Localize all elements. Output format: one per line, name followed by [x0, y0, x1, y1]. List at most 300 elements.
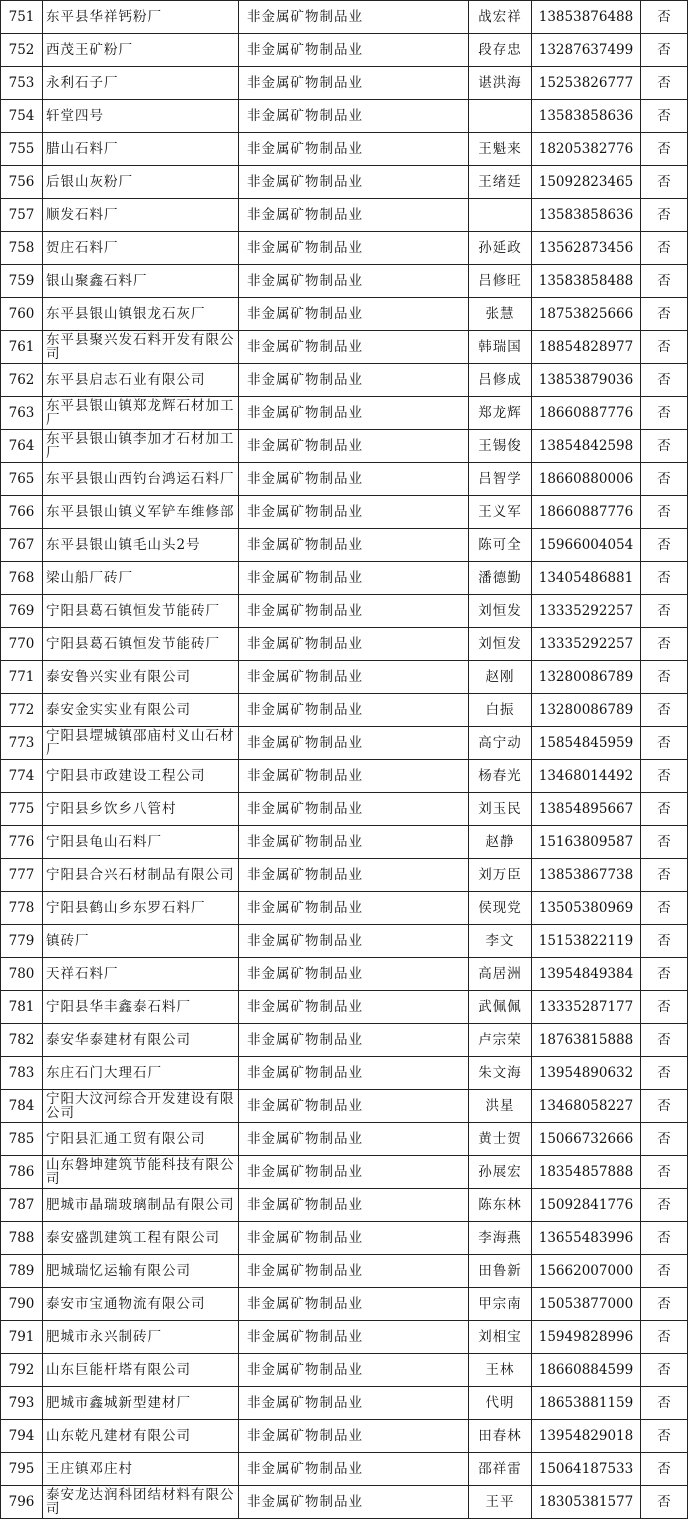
- industry-cell: 非金属矿物制品业: [239, 991, 469, 1024]
- row-number-cell: 794: [1, 1420, 43, 1453]
- contact-person-cell: 刘相宝: [469, 1321, 532, 1354]
- row-number-cell: 774: [1, 760, 43, 793]
- phone-number-cell: 13287637499: [532, 34, 641, 67]
- table-row: [1, 1387, 688, 1420]
- industry-cell: 非金属矿物制品业: [239, 760, 469, 793]
- table-row: [1, 1354, 688, 1387]
- company-name-cell: 肥城瑞忆运输有限公司: [43, 1255, 239, 1288]
- industry-cell: 非金属矿物制品业: [239, 133, 469, 166]
- row-number-cell: 768: [1, 562, 43, 595]
- row-number-cell: 783: [1, 1057, 43, 1090]
- table-row: [1, 1090, 688, 1123]
- industry-cell: 非金属矿物制品业: [239, 1387, 469, 1420]
- status-flag-cell: 否: [641, 496, 688, 529]
- status-flag-cell: 否: [641, 67, 688, 100]
- phone-number-cell: 15053877000: [532, 1288, 641, 1321]
- row-number-cell: 757: [1, 199, 43, 232]
- phone-number-cell: 15066732666: [532, 1123, 641, 1156]
- company-name-cell: 宁阳县市政建设工程公司: [43, 760, 239, 793]
- industry-cell: 非金属矿物制品业: [239, 1123, 469, 1156]
- status-flag-cell: 否: [641, 133, 688, 166]
- row-number-cell: 763: [1, 397, 43, 430]
- company-name-cell: 东平县启志石业有限公司: [43, 364, 239, 397]
- row-number-cell: 766: [1, 496, 43, 529]
- row-number-cell: 754: [1, 100, 43, 133]
- contact-person-cell: 王绪廷: [469, 166, 532, 199]
- row-number-cell: 781: [1, 991, 43, 1024]
- table-row: [1, 67, 688, 100]
- industry-cell: 非金属矿物制品业: [239, 958, 469, 991]
- table-row: [1, 166, 688, 199]
- status-flag-cell: 否: [641, 958, 688, 991]
- contact-person-cell: 李海燕: [469, 1222, 532, 1255]
- phone-number-cell: 15662007000: [532, 1255, 641, 1288]
- phone-number-cell: 13853876488: [532, 1, 641, 34]
- contact-person-cell: 陈东林: [469, 1189, 532, 1222]
- industry-cell: 非金属矿物制品业: [239, 397, 469, 430]
- phone-number-cell: 15163809587: [532, 826, 641, 859]
- status-flag-cell: 否: [641, 298, 688, 331]
- table-row: [1, 760, 688, 793]
- table-row: [1, 199, 688, 232]
- industry-cell: 非金属矿物制品业: [239, 1057, 469, 1090]
- status-flag-cell: 否: [641, 1255, 688, 1288]
- table-row: [1, 1, 688, 34]
- status-flag-cell: 否: [641, 892, 688, 925]
- phone-number-cell: 15253826777: [532, 67, 641, 100]
- row-number-cell: 773: [1, 727, 43, 760]
- row-number-cell: 770: [1, 628, 43, 661]
- table-row: [1, 1024, 688, 1057]
- company-name-cell: 宁阳县合兴石材制品有限公司: [43, 859, 239, 892]
- table-row: [1, 991, 688, 1024]
- row-number-cell: 785: [1, 1123, 43, 1156]
- industry-cell: 非金属矿物制品业: [239, 199, 469, 232]
- contact-person-cell: 王平: [469, 1486, 532, 1519]
- contact-person-cell: 田春林: [469, 1420, 532, 1453]
- company-name-cell: 肥城市鑫城新型建材厂: [43, 1387, 239, 1420]
- table-row: [1, 397, 688, 430]
- industry-cell: 非金属矿物制品业: [239, 331, 469, 364]
- status-flag-cell: 否: [641, 232, 688, 265]
- status-flag-cell: 否: [641, 1486, 688, 1519]
- phone-number-cell: 15153822119: [532, 925, 641, 958]
- contact-person-cell: 白振: [469, 694, 532, 727]
- status-flag-cell: 否: [641, 760, 688, 793]
- table-row: [1, 265, 688, 298]
- phone-number-cell: 13405486881: [532, 562, 641, 595]
- company-name-cell: 肥城市永兴制砖厂: [43, 1321, 239, 1354]
- status-flag-cell: 否: [641, 991, 688, 1024]
- row-number-cell: 784: [1, 1090, 43, 1123]
- status-flag-cell: 否: [641, 265, 688, 298]
- company-name-cell: 天祥石料厂: [43, 958, 239, 991]
- contact-person-cell: 吕修旺: [469, 265, 532, 298]
- industry-cell: 非金属矿物制品业: [239, 892, 469, 925]
- industry-cell: 非金属矿物制品业: [239, 595, 469, 628]
- industry-cell: 非金属矿物制品业: [239, 364, 469, 397]
- status-flag-cell: 否: [641, 430, 688, 463]
- status-flag-cell: 否: [641, 661, 688, 694]
- status-flag-cell: 否: [641, 199, 688, 232]
- contact-person-cell: 甲宗南: [469, 1288, 532, 1321]
- phone-number-cell: 18660880006: [532, 463, 641, 496]
- contact-person-cell: 赵静: [469, 826, 532, 859]
- table-row: [1, 826, 688, 859]
- contact-person-cell: 李文: [469, 925, 532, 958]
- status-flag-cell: 否: [641, 529, 688, 562]
- status-flag-cell: 否: [641, 826, 688, 859]
- contact-person-cell: [469, 100, 532, 133]
- table-row: [1, 364, 688, 397]
- phone-number-cell: 13505380969: [532, 892, 641, 925]
- contact-person-cell: [469, 199, 532, 232]
- contact-person-cell: 陈可全: [469, 529, 532, 562]
- table-row: [1, 298, 688, 331]
- industry-cell: 非金属矿物制品业: [239, 430, 469, 463]
- company-name-cell: 泰安盛凯建筑工程有限公司: [43, 1222, 239, 1255]
- contact-person-cell: 赵刚: [469, 661, 532, 694]
- status-flag-cell: 否: [641, 100, 688, 133]
- company-name-cell: 东平县银山镇毛山头2号: [43, 529, 239, 562]
- row-number-cell: 782: [1, 1024, 43, 1057]
- status-flag-cell: 否: [641, 1453, 688, 1486]
- row-number-cell: 786: [1, 1156, 43, 1189]
- table-row: [1, 859, 688, 892]
- contact-person-cell: 孙展宏: [469, 1156, 532, 1189]
- contact-person-cell: 战宏祥: [469, 1, 532, 34]
- company-name-cell: 宁阳县鹤山乡东罗石料厂: [43, 892, 239, 925]
- table-row: [1, 1321, 688, 1354]
- status-flag-cell: 否: [641, 1090, 688, 1123]
- status-flag-cell: 否: [641, 1024, 688, 1057]
- company-name-cell: 镇砖厂: [43, 925, 239, 958]
- company-name-cell: 东平县聚兴发石料开发有限公司: [43, 331, 239, 364]
- contact-person-cell: 吕智学: [469, 463, 532, 496]
- status-flag-cell: 否: [641, 34, 688, 67]
- status-flag-cell: 否: [641, 727, 688, 760]
- company-name-cell: 银山聚鑫石料厂: [43, 265, 239, 298]
- row-number-cell: 788: [1, 1222, 43, 1255]
- table-row: [1, 1222, 688, 1255]
- company-name-cell: 山东乾凡建材有限公司: [43, 1420, 239, 1453]
- phone-number-cell: 13954890632: [532, 1057, 641, 1090]
- industry-cell: 非金属矿物制品业: [239, 1321, 469, 1354]
- contact-person-cell: 武佩佩: [469, 991, 532, 1024]
- table-row: [1, 34, 688, 67]
- contact-person-cell: 洪星: [469, 1090, 532, 1123]
- table-row: [1, 727, 688, 760]
- table-row: [1, 694, 688, 727]
- company-name-cell: 宁阳县葛石镇恒发节能砖厂: [43, 595, 239, 628]
- table-row: [1, 1189, 688, 1222]
- table-row: [1, 232, 688, 265]
- industry-cell: 非金属矿物制品业: [239, 1156, 469, 1189]
- company-name-cell: 后银山灰粉厂: [43, 166, 239, 199]
- phone-number-cell: 13954849384: [532, 958, 641, 991]
- table-row: [1, 463, 688, 496]
- industry-cell: 非金属矿物制品业: [239, 1, 469, 34]
- row-number-cell: 764: [1, 430, 43, 463]
- table-row: [1, 793, 688, 826]
- company-name-cell: 宁阳县龟山石料厂: [43, 826, 239, 859]
- contact-person-cell: 王林: [469, 1354, 532, 1387]
- status-flag-cell: 否: [641, 1420, 688, 1453]
- phone-number-cell: 15949828996: [532, 1321, 641, 1354]
- contact-person-cell: 刘玉民: [469, 793, 532, 826]
- status-flag-cell: 否: [641, 331, 688, 364]
- status-flag-cell: 否: [641, 1123, 688, 1156]
- industry-cell: 非金属矿物制品业: [239, 661, 469, 694]
- company-name-cell: 西茂王矿粉厂: [43, 34, 239, 67]
- row-number-cell: 779: [1, 925, 43, 958]
- row-number-cell: 760: [1, 298, 43, 331]
- contact-person-cell: 吕修成: [469, 364, 532, 397]
- company-name-cell: 腊山石料厂: [43, 133, 239, 166]
- row-number-cell: 790: [1, 1288, 43, 1321]
- contact-person-cell: 侯现党: [469, 892, 532, 925]
- row-number-cell: 751: [1, 1, 43, 34]
- company-name-cell: 东平县银山镇银龙石灰厂: [43, 298, 239, 331]
- phone-number-cell: 13854842598: [532, 430, 641, 463]
- contact-person-cell: 高宁动: [469, 727, 532, 760]
- table-row: [1, 925, 688, 958]
- row-number-cell: 753: [1, 67, 43, 100]
- phone-number-cell: 18854828977: [532, 331, 641, 364]
- company-name-cell: 东平县银山西钓台鸿运石料厂: [43, 463, 239, 496]
- phone-number-cell: 18305381577: [532, 1486, 641, 1519]
- row-number-cell: 772: [1, 694, 43, 727]
- phone-number-cell: 18205382776: [532, 133, 641, 166]
- table-row: [1, 892, 688, 925]
- industry-cell: 非金属矿物制品业: [239, 694, 469, 727]
- phone-number-cell: 13854895667: [532, 793, 641, 826]
- industry-cell: 非金属矿物制品业: [239, 100, 469, 133]
- status-flag-cell: 否: [641, 1288, 688, 1321]
- phone-number-cell: 18660887776: [532, 496, 641, 529]
- company-name-cell: 东平县银山镇李加才石材加工厂: [43, 430, 239, 463]
- phone-number-cell: 13562873456: [532, 232, 641, 265]
- status-flag-cell: 否: [641, 925, 688, 958]
- status-flag-cell: 否: [641, 1057, 688, 1090]
- contact-person-cell: 黄士贺: [469, 1123, 532, 1156]
- status-flag-cell: 否: [641, 364, 688, 397]
- status-flag-cell: 否: [641, 694, 688, 727]
- status-flag-cell: 否: [641, 166, 688, 199]
- company-name-cell: 贺庄石料厂: [43, 232, 239, 265]
- phone-number-cell: 18653881159: [532, 1387, 641, 1420]
- industry-cell: 非金属矿物制品业: [239, 1288, 469, 1321]
- industry-cell: 非金属矿物制品业: [239, 496, 469, 529]
- table-row: [1, 430, 688, 463]
- industry-cell: 非金属矿物制品业: [239, 859, 469, 892]
- row-number-cell: 780: [1, 958, 43, 991]
- row-number-cell: 792: [1, 1354, 43, 1387]
- phone-number-cell: 13335287177: [532, 991, 641, 1024]
- row-number-cell: 778: [1, 892, 43, 925]
- phone-number-cell: 15092841776: [532, 1189, 641, 1222]
- phone-number-cell: 13853867738: [532, 859, 641, 892]
- table-row: [1, 628, 688, 661]
- table-row: [1, 1156, 688, 1189]
- industry-cell: 非金属矿物制品业: [239, 1255, 469, 1288]
- industry-cell: 非金属矿物制品业: [239, 562, 469, 595]
- table-row: [1, 529, 688, 562]
- phone-number-cell: 18354857888: [532, 1156, 641, 1189]
- contact-person-cell: 郑龙辉: [469, 397, 532, 430]
- contact-person-cell: 刘恒发: [469, 628, 532, 661]
- phone-number-cell: 18660884599: [532, 1354, 641, 1387]
- status-flag-cell: 否: [641, 595, 688, 628]
- contact-person-cell: 韩瑞国: [469, 331, 532, 364]
- phone-number-cell: 15064187533: [532, 1453, 641, 1486]
- status-flag-cell: 否: [641, 1222, 688, 1255]
- table-row: [1, 562, 688, 595]
- industry-cell: 非金属矿物制品业: [239, 1420, 469, 1453]
- industry-cell: 非金属矿物制品业: [239, 298, 469, 331]
- contact-person-cell: 段存忠: [469, 34, 532, 67]
- contact-person-cell: 潘德勤: [469, 562, 532, 595]
- company-name-cell: 东平县银山镇义军铲车维修部: [43, 496, 239, 529]
- company-name-cell: 轩堂四号: [43, 100, 239, 133]
- company-name-cell: 宁阳大汶河综合开发建设有限公司: [43, 1090, 239, 1123]
- table-body: [1, 1, 688, 1519]
- phone-number-cell: 13280086789: [532, 694, 641, 727]
- company-name-cell: 泰安市宝通物流有限公司: [43, 1288, 239, 1321]
- status-flag-cell: 否: [641, 1189, 688, 1222]
- row-number-cell: 755: [1, 133, 43, 166]
- contact-person-cell: 杨春光: [469, 760, 532, 793]
- company-name-cell: 东平县华祥钙粉厂: [43, 1, 239, 34]
- company-name-cell: 宁阳县乡饮乡八管村: [43, 793, 239, 826]
- industry-cell: 非金属矿物制品业: [239, 34, 469, 67]
- status-flag-cell: 否: [641, 397, 688, 430]
- phone-number-cell: 15966004054: [532, 529, 641, 562]
- phone-number-cell: 13853879036: [532, 364, 641, 397]
- table-row: [1, 661, 688, 694]
- row-number-cell: 769: [1, 595, 43, 628]
- table-row: [1, 1255, 688, 1288]
- industry-cell: 非金属矿物制品业: [239, 727, 469, 760]
- company-name-cell: 梁山船厂砖厂: [43, 562, 239, 595]
- industry-cell: 非金属矿物制品业: [239, 1486, 469, 1519]
- industry-cell: 非金属矿物制品业: [239, 1189, 469, 1222]
- company-name-cell: 宁阳县汇通工贸有限公司: [43, 1123, 239, 1156]
- phone-number-cell: 13583858488: [532, 265, 641, 298]
- row-number-cell: 775: [1, 793, 43, 826]
- phone-number-cell: 15854845959: [532, 727, 641, 760]
- row-number-cell: 777: [1, 859, 43, 892]
- phone-number-cell: 13335292257: [532, 628, 641, 661]
- row-number-cell: 752: [1, 34, 43, 67]
- row-number-cell: 793: [1, 1387, 43, 1420]
- industry-cell: 非金属矿物制品业: [239, 826, 469, 859]
- company-name-cell: 宁阳县葛石镇恒发节能砖厂: [43, 628, 239, 661]
- contact-person-cell: 代明: [469, 1387, 532, 1420]
- table-row: [1, 1057, 688, 1090]
- phone-number-cell: 13954829018: [532, 1420, 641, 1453]
- row-number-cell: 767: [1, 529, 43, 562]
- company-name-cell: 永利石子厂: [43, 67, 239, 100]
- contact-person-cell: 田鲁新: [469, 1255, 532, 1288]
- status-flag-cell: 否: [641, 1387, 688, 1420]
- contact-person-cell: 邵祥雷: [469, 1453, 532, 1486]
- company-name-cell: 泰安龙达润科团结材料有限公司: [43, 1486, 239, 1519]
- row-number-cell: 796: [1, 1486, 43, 1519]
- industry-cell: 非金属矿物制品业: [239, 166, 469, 199]
- phone-number-cell: 18660887776: [532, 397, 641, 430]
- row-number-cell: 795: [1, 1453, 43, 1486]
- row-number-cell: 765: [1, 463, 43, 496]
- company-name-cell: 宁阳县堽城镇邵庙村义山石材厂: [43, 727, 239, 760]
- table-row: [1, 496, 688, 529]
- industry-cell: 非金属矿物制品业: [239, 1090, 469, 1123]
- status-flag-cell: 否: [641, 1354, 688, 1387]
- row-number-cell: 756: [1, 166, 43, 199]
- row-number-cell: 761: [1, 331, 43, 364]
- row-number-cell: 762: [1, 364, 43, 397]
- status-flag-cell: 否: [641, 1156, 688, 1189]
- industry-cell: 非金属矿物制品业: [239, 628, 469, 661]
- contact-person-cell: 刘恒发: [469, 595, 532, 628]
- company-name-cell: 肥城市晶瑞玻璃制品有限公司: [43, 1189, 239, 1222]
- contact-person-cell: 王义军: [469, 496, 532, 529]
- industry-cell: 非金属矿物制品业: [239, 1024, 469, 1057]
- table-row: [1, 100, 688, 133]
- phone-number-cell: 13583858636: [532, 199, 641, 232]
- contact-person-cell: 卢宗荣: [469, 1024, 532, 1057]
- phone-number-cell: 18753825666: [532, 298, 641, 331]
- table-row: [1, 331, 688, 364]
- table-row: [1, 1453, 688, 1486]
- table-row: [1, 1288, 688, 1321]
- company-name-cell: 山东巨能杆塔有限公司: [43, 1354, 239, 1387]
- phone-number-cell: 13468014492: [532, 760, 641, 793]
- industry-cell: 非金属矿物制品业: [239, 463, 469, 496]
- contact-person-cell: 王锡俊: [469, 430, 532, 463]
- phone-number-cell: 13655483996: [532, 1222, 641, 1255]
- industry-cell: 非金属矿物制品业: [239, 1354, 469, 1387]
- industry-cell: 非金属矿物制品业: [239, 232, 469, 265]
- company-name-cell: 泰安金实实业有限公司: [43, 694, 239, 727]
- phone-number-cell: 13280086789: [532, 661, 641, 694]
- company-name-cell: 顺发石料厂: [43, 199, 239, 232]
- status-flag-cell: 否: [641, 628, 688, 661]
- company-name-cell: 宁阳县华丰鑫泰石料厂: [43, 991, 239, 1024]
- row-number-cell: 776: [1, 826, 43, 859]
- phone-number-cell: 13583858636: [532, 100, 641, 133]
- status-flag-cell: 否: [641, 1321, 688, 1354]
- contact-person-cell: 张慧: [469, 298, 532, 331]
- company-name-cell: 王庄镇邓庄村: [43, 1453, 239, 1486]
- industry-cell: 非金属矿物制品业: [239, 265, 469, 298]
- status-flag-cell: 否: [641, 1, 688, 34]
- industry-cell: 非金属矿物制品业: [239, 925, 469, 958]
- row-number-cell: 758: [1, 232, 43, 265]
- row-number-cell: 771: [1, 661, 43, 694]
- contact-person-cell: 谌洪海: [469, 67, 532, 100]
- industry-cell: 非金属矿物制品业: [239, 529, 469, 562]
- table-row: [1, 595, 688, 628]
- phone-number-cell: 15092823465: [532, 166, 641, 199]
- phone-number-cell: 18763815888: [532, 1024, 641, 1057]
- industry-cell: 非金属矿物制品业: [239, 1453, 469, 1486]
- table-row: [1, 1486, 688, 1519]
- row-number-cell: 791: [1, 1321, 43, 1354]
- industry-cell: 非金属矿物制品业: [239, 1222, 469, 1255]
- contact-person-cell: 孙延政: [469, 232, 532, 265]
- company-name-cell: 东平县银山镇郑龙辉石材加工厂: [43, 397, 239, 430]
